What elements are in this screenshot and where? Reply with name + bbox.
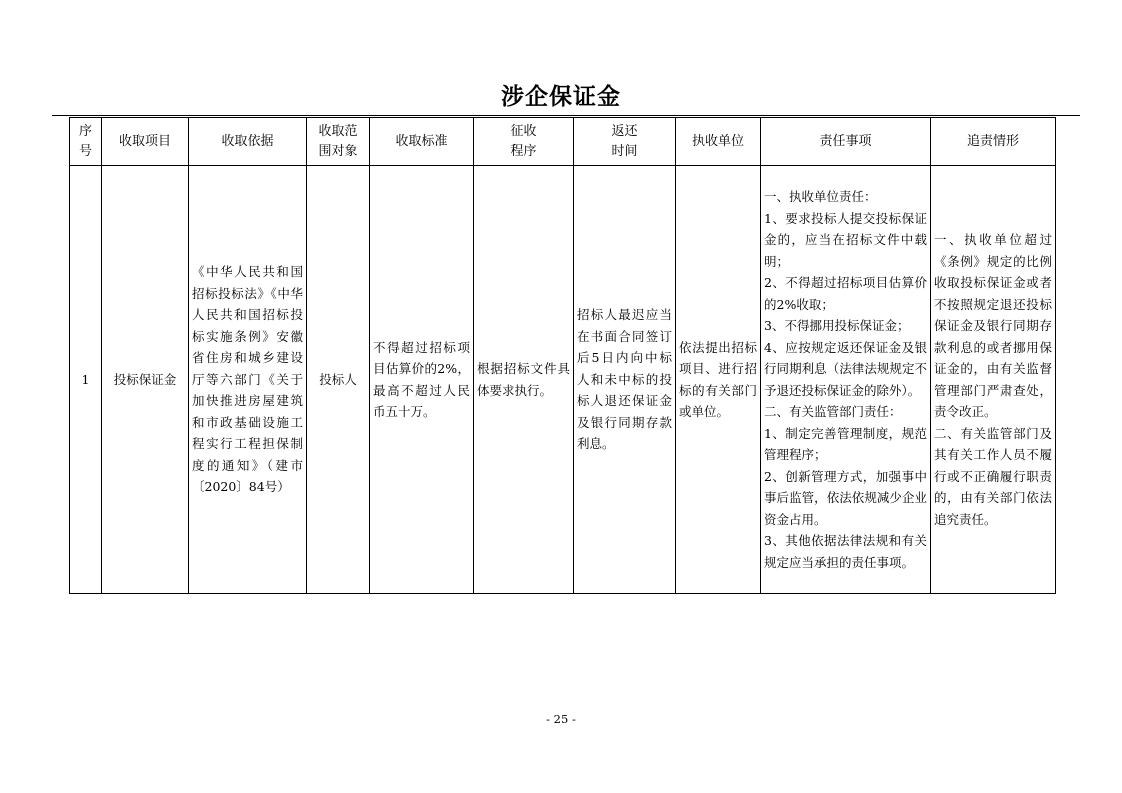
responsibility-line: 2、创新管理方式，加强事中事后监管，依法依规减少企业资金占用。 <box>764 468 927 527</box>
header-procedure <box>474 118 574 166</box>
title-rule <box>52 115 1080 116</box>
cell-basis: 《中华人民共和国招标投标法》《中华人民共和国招标投标实施条例》安徽省住房和城乡建设厅等六部门《关于加快推进房屋建筑和市政基础设施工程实行工程担保制度的通知》（建市〔2020〕84号） <box>189 166 307 594</box>
page-title: 涉企保证金 <box>501 84 621 110</box>
fee-table <box>69 117 1056 594</box>
header-basis: 收取依据 <box>189 118 307 166</box>
responsibility-line: 1、要求投标人提交投标保证金的，应当在招标文件中载明； <box>764 210 927 269</box>
header-seq <box>70 118 102 166</box>
page-number: - 25 - <box>546 712 576 726</box>
header-item: 收取项目 <box>102 118 189 166</box>
header-seq-line2: 号 <box>78 143 92 159</box>
cell-refund: 招标人最迟应当在书面合同签订后5日内向中标人和未中标的投标人退还保证金及银行同期存款利息。 <box>574 166 676 594</box>
responsibility-line: 3、其他依据法律法规和有关规定应当承担的责任事项。 <box>764 533 927 570</box>
header-procedure-line2: 程序 <box>510 143 537 159</box>
header-scope-line1: 收取范 <box>318 123 358 139</box>
cell-accountability <box>931 166 1056 594</box>
header-refund <box>574 118 676 166</box>
cell-item: 投标保证金 <box>102 166 189 594</box>
cell-unit: 依法提出招标项目、进行招标的有关部门或单位。 <box>676 166 761 594</box>
cell-scope: 投标人 <box>307 166 370 594</box>
cell-standard: 不得超过招标项目估算价的2%，最高不超过人民币五十万。 <box>370 166 474 594</box>
header-accountability: 追责情形 <box>931 118 1056 166</box>
header-responsibility: 责任事项 <box>761 118 931 166</box>
responsibility-line: 1、制定完善管理制度，规范管理程序； <box>764 425 927 462</box>
accountability-line: 一、执收单位超过《条例》规定的比例收取投标保证金或者不按照规定退还投标保证金及银行同期存款利息的或者挪用保证金的，由有关监督管理部门严肃查处，责令改正。 <box>934 232 1052 419</box>
header-unit: 执收单位 <box>676 118 761 166</box>
header-refund-line1: 返还 <box>611 123 638 139</box>
responsibility-line: 3、不得挪用投标保证金； <box>764 318 910 333</box>
cell-procedure: 根据招标文件具体要求执行。 <box>474 166 574 594</box>
cell-seq: 1 <box>70 166 102 594</box>
header-scope-line2: 围对象 <box>318 143 358 159</box>
header-seq-line1: 序 <box>78 123 92 139</box>
responsibility-line: 2、不得超过招标项目估算价的2%收取； <box>764 275 927 312</box>
cell-responsibility <box>761 166 931 594</box>
accountability-line: 二、有关监管部门及其有关工作人员不履行或不正确履行职责的，由有关部门依法追究责任。 <box>934 425 1052 527</box>
header-row <box>70 118 1056 166</box>
header-standard: 收取标准 <box>370 118 474 166</box>
responsibility-line: 二、有关监管部门责任： <box>764 404 902 419</box>
table-row <box>70 166 1056 594</box>
header-refund-line2: 时间 <box>611 143 638 159</box>
responsibility-line: 4、应按规定返还保证金及银行同期利息（法律法规规定不予退还投标保证金的除外）。 <box>764 339 927 398</box>
header-scope <box>307 118 370 166</box>
header-procedure-line1: 征收 <box>510 123 537 139</box>
responsibility-line: 一、执收单位责任： <box>764 189 877 204</box>
